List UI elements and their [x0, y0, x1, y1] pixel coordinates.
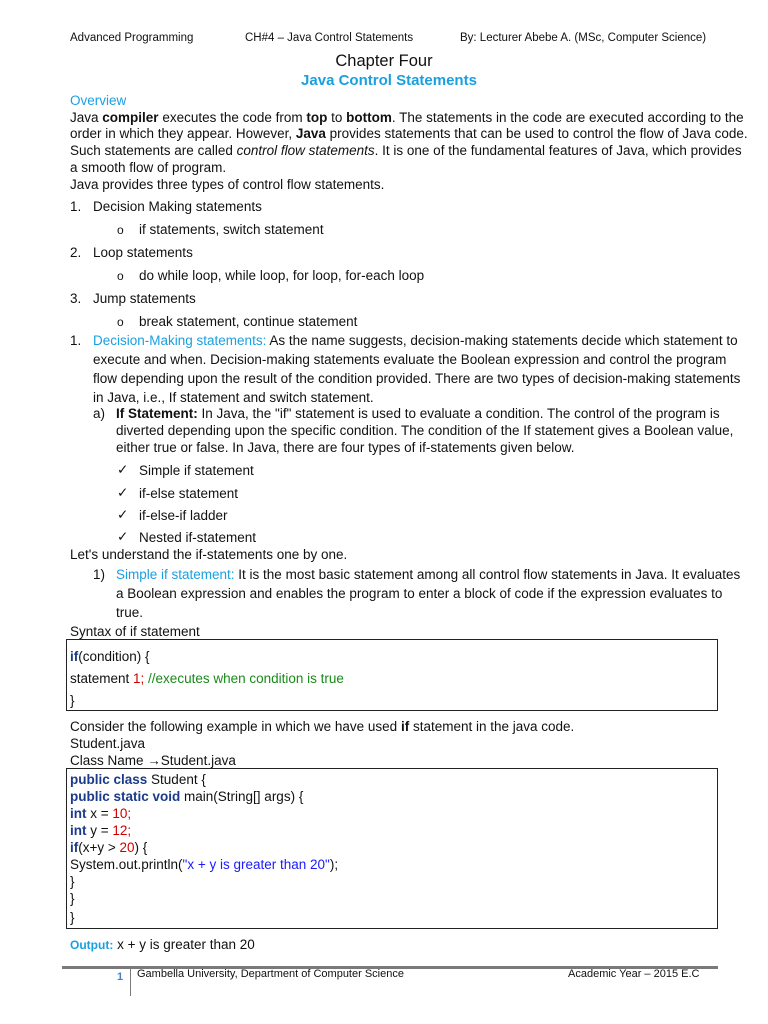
- syntax-line-2: statement 1; //executes when condition is true: [70, 671, 344, 686]
- subsection-letter: a): [93, 406, 106, 421]
- example-classname: Class Name →Student.java: [70, 753, 236, 768]
- type-label: Jump statements: [93, 291, 196, 306]
- type-sub: do while loop, while loop, for loop, for-each loop: [139, 268, 425, 283]
- simpleif-line-1: Simple if statement: It is the most basic statement among all control flow statements in Java. It evaluates: [116, 567, 741, 582]
- check-item: Nested if-statement: [139, 530, 257, 545]
- simpleif-line-3: true.: [116, 605, 144, 620]
- code-line: System.out.println("x + y is greater than 20");: [70, 857, 339, 872]
- type-sub: if statements, switch statement: [139, 222, 324, 237]
- overview-types-intro: Java provides three types of control flow statements.: [70, 177, 385, 192]
- checkmark-icon: ✓: [117, 507, 129, 522]
- simpleif-line-2: a Boolean expression and enables the program to enter a block of code if the expression evaluates to: [116, 586, 723, 601]
- bullet-circle-icon: o: [117, 315, 124, 329]
- type-number: 3.: [70, 291, 82, 306]
- type-number: 1.: [70, 199, 82, 214]
- header-course: Advanced Programming: [70, 32, 194, 44]
- code-line: int x = 10;: [70, 806, 132, 821]
- section1-line-3: flow depending upon the result of the condition provided. There are two types of decision-making statements: [93, 371, 741, 386]
- overview-line-4: a smooth flow of program.: [70, 160, 227, 175]
- section1-line-1: Decision-Making statements: As the name suggests, decision-making statements decide which statement to: [93, 333, 738, 348]
- checkmark-icon: ✓: [117, 462, 129, 477]
- type-label: Decision Making statements: [93, 199, 262, 214]
- type-number: 2.: [70, 245, 82, 260]
- understand-text: Let's understand the if-statements one by one.: [70, 547, 348, 562]
- ifstmt-line-1: If Statement: In Java, the "if" statement is used to evaluate a condition. The control of the program is: [116, 406, 720, 421]
- code-line: }: [70, 910, 75, 925]
- syntax-label: Syntax of if statement: [70, 624, 200, 639]
- overview-heading: Overview: [70, 93, 127, 108]
- example-intro: Consider the following example in which we have used if statement in the java code.: [70, 719, 575, 734]
- code-line: }: [70, 891, 75, 906]
- example-code-box: [66, 768, 718, 929]
- section-number: 1.: [70, 333, 82, 348]
- type-sub: break statement, continue statement: [139, 314, 358, 329]
- code-line: public class Student {: [70, 772, 206, 787]
- footer-academic-year: Academic Year – 2015 E.C: [568, 968, 700, 980]
- section1-line-4: in Java, i.e., If statement and switch statement.: [93, 390, 374, 405]
- arrow-right-icon: →: [147, 753, 161, 768]
- syntax-code-box: [66, 639, 718, 711]
- syntax-line-1: if(condition) {: [70, 649, 150, 664]
- ifstmt-line-2: diverted depending upon the specific condition. The condition of the If statement gives a Boolean value,: [116, 423, 734, 438]
- code-line: public static void main(String[] args) {: [70, 789, 304, 804]
- bullet-circle-icon: o: [117, 269, 124, 283]
- ifstmt-line-3: either true or false. In Java, there are four types of if-statements given below.: [116, 440, 575, 455]
- overview-line-3: Such statements are called control flow statements. It is one of the fundamental features of Java, which provides: [70, 143, 742, 158]
- bullet-circle-icon: o: [117, 223, 124, 237]
- checkmark-icon: ✓: [117, 529, 129, 544]
- header-chapter: CH#4 – Java Control Statements: [245, 32, 414, 44]
- chapter-title: Chapter Four: [335, 52, 433, 70]
- syntax-line-3: }: [70, 693, 75, 708]
- chapter-subtitle: Java Control Statements: [301, 72, 477, 89]
- simpleif-number: 1): [93, 567, 106, 582]
- footer-institution: Gambella University, Department of Computer Science: [137, 968, 404, 980]
- page-number: 1: [117, 971, 124, 983]
- section1-line-2: execute and when. Decision-making statements evaluate the Boolean expression and control the program: [93, 352, 727, 367]
- example-file: Student.java: [70, 736, 146, 751]
- overview-line-1: Java compiler executes the code from top to bottom. The statements in the code are executed according to the: [70, 110, 744, 125]
- checkmark-icon: ✓: [117, 485, 129, 500]
- check-item: if-else-if ladder: [139, 508, 228, 523]
- check-item: Simple if statement: [139, 463, 254, 478]
- header-author: By: Lecturer Abebe A. (MSc, Computer Science): [460, 32, 707, 44]
- footer-divider: [130, 966, 131, 996]
- code-line: int y = 12;: [70, 823, 132, 838]
- code-line: if(x+y > 20) {: [70, 840, 148, 855]
- type-label: Loop statements: [93, 245, 193, 260]
- code-line: }: [70, 874, 75, 889]
- output-line: Output: x + y is greater than 20: [70, 937, 255, 952]
- overview-line-2: order in which they appear. However, Java provides statements that can be used to control the flow of Java code.: [70, 126, 748, 141]
- check-item: if-else statement: [139, 486, 239, 501]
